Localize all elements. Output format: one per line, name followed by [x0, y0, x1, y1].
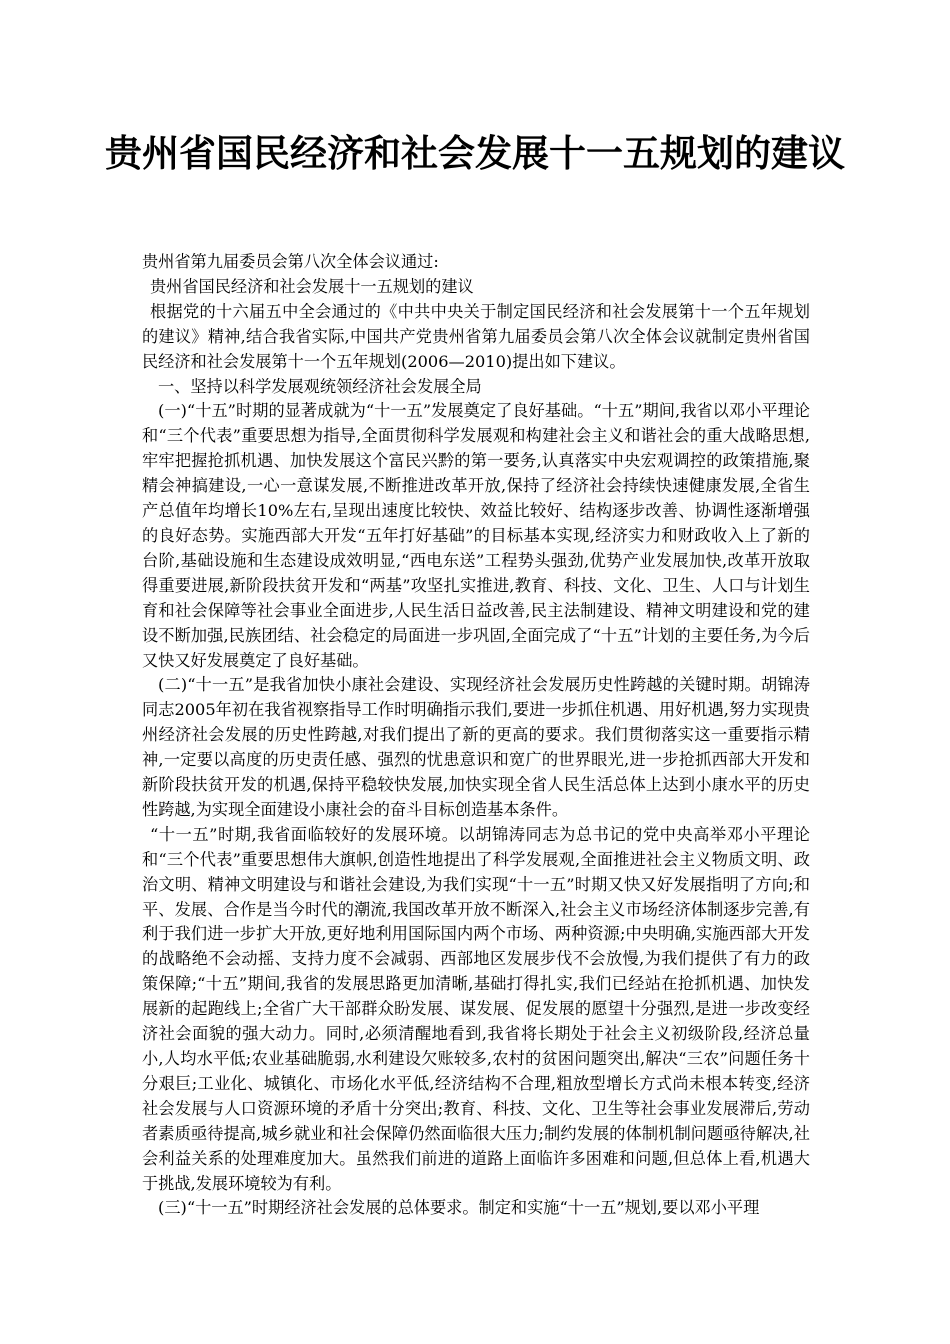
body-paragraph: (二)“十一五”是我省加快小康社会建设、实现经济社会发展历史性跨越的关键时期。胡锦涛同志2005年初在我省视察指导工作时明确指示我们,要进一步抓住机遇、用好机遇,努力实现贵州经济社会发展的历史性跨越,对我们提出了新的更高的要求。我们贯彻落实这一重要指示精神,一定要以高度的历史责任感、强烈的忧患意识和宽广的世界眼光,进一步抢抓西部大开发和新阶段扶贫开发的机遇,保持平稳较快发展,加快实现全省人民生活总体上达到小康水平的历史性跨越,为实现全面建设小康社会的奋斗目标创造基本条件。	[142, 675, 810, 819]
meeting-line: 贵州省第九届委员会第八次全体会议通过:	[142, 252, 439, 271]
body-paragraph: (三)“十一五”时期经济社会发展的总体要求。制定和实施“十一五”规划,要以邓小平理	[158, 1198, 760, 1218]
intro-paragraph: 根据党的十六届五中全会通过的《中共中央关于制定国民经济和社会发展第十一个五年规划的建议》精神,结合我省实际,中国共产党贵州省第九届委员会第八次全体会议就制定贵州省国民经济和社会发展第十一个五年规划(2006—2010)提出如下建议。	[142, 301, 810, 371]
document-body	[142, 250, 810, 1221]
section-heading: 一、坚持以科学发展观统领经济社会发展全局	[158, 376, 482, 396]
body-paragraph: “十一五”时期,我省面临较好的发展环境。以胡锦涛同志为总书记的党中央高举邓小平理论和“三个代表”重要思想伟大旗帜,创造性地提出了科学发展观,全面推进社会主义物质文明、政治文明、精神文明建设与和谐社会建设,为我们实现“十一五”时期又快又好发展指明了方向;和平、发展、合作是当今时代的潮流,我国改革开放不断深入,社会主义市场经济体制逐步完善,有利于我们进一步扩大开放,更好地利用国际国内两个市场、两种资源;中央明确,实施西部大开发的战略绝不会动摇、支持力度不会减弱、西部地区发展步伐不会放慢,为我们提供了有力的政策保障;“十五”期间,我省的发展思路更加清晰,基础打得扎实,我们已经站在抢抓机遇、加快发展新的起跑线上;全省广大干部群众盼发展、谋发展、促发展的愿望十分强烈,是进一步改变经济社会面貌的强大动力。同时,必须清醒地看到,我省将长期处于社会主义初级阶段,经济总量小,人均水平低;农业基础脆弱,水利建设欠账较多,农村的贫困问题突出,解决“三农”问题任务十分艰巨;工业化、城镇化、市场化水平低,经济结构不合理,粗放型增长方式尚未根本转变,经济社会发展与人口资源环境的矛盾十分突出;教育、科技、文化、卫生等社会事业发展滞后,劳动者素质亟待提高,城乡就业和社会保障仍然面临很大压力;制约发展的体制机制问题亟待解决,社会利益关系的处理难度加大。虽然我们前进的道路上面临许多困难和问题,但总体上看,机遇大于挑战,发展环境较为有利。	[142, 824, 810, 1193]
subtitle-line: 贵州省国民经济和社会发展十一五规划的建议	[150, 276, 474, 296]
document-title: 贵州省国民经济和社会发展十一五规划的建议	[105, 132, 845, 175]
body-paragraph: (一)“十五”时期的显著成就为“十一五”发展奠定了良好基础。“十五”期间,我省以邓小平理论和“三个代表”重要思想为指导,全面贯彻科学发展观和构建社会主义和谐社会的重大战略思想,牢牢把握抢抓机遇、加快发展这个富民兴黔的第一要务,认真落实中央宏观调控的政策措施,聚精会神搞建设,一心一意谋发展,不断推进改革开放,保持了经济社会持续快速健康发展,全省生产总值年均增长10%左右,呈现出速度比较快、效益比较好、结构逐步改善、协调性逐渐增强的良好态势。实施西部大开发“五年打好基础”的目标基本实现,经济实力和财政收入上了新的台阶,基础设施和生态建设成效明显,“西电东送”工程势头强劲,优势产业发展加快,改革开放取得重要进展,新阶段扶贫开发和“两基”攻坚扎实推进,教育、科技、文化、卫生、人口与计划生育和社会保障等社会事业全面进步,人民生活日益改善,民主法制建设、精神文明建设和党的建设不断加强,民族团结、社会稳定的局面进一步巩固,全面完成了“十五”计划的主要任务,为今后又快又好发展奠定了良好基础。	[142, 401, 810, 670]
